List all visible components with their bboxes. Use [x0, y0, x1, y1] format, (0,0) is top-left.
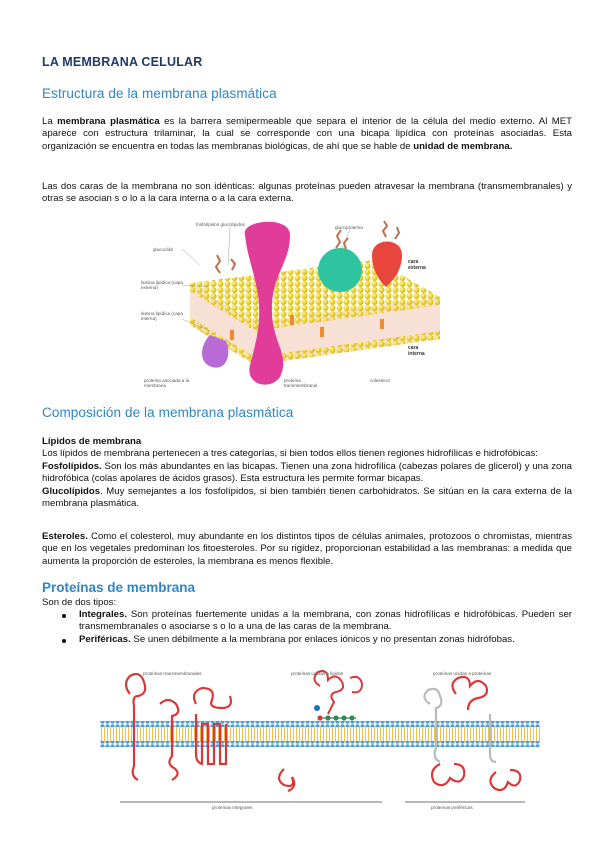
label-glucocaliz: glucocáliz	[153, 247, 174, 252]
label-proteina-transmembranal: proteína transmembranal	[284, 378, 318, 388]
list-item-perifericas: Periféricas. Se unen débilmente a la membrana por enlaces iónicos y no presentan zonas hidrófobas.	[79, 634, 515, 645]
lipid-anchored-protein	[314, 671, 362, 714]
proteinas-intro: Son de dos tipos:	[42, 597, 117, 608]
label-prot-unidas-proteinas: proteínas unidas a proteínas	[433, 671, 492, 676]
label-proteina-asociada: proteína asociada a la membrana	[144, 378, 190, 388]
esteroles-paragraph: Esteroles. Como el colesterol, muy abundante en los distintos tipos de células animales, protozoos o chromistas, mientras que en los vegetales predominan los fitoesteroles. Por su rigidez, proporcionan estabilidad a las membranas: a medida que aumenta la proporción de esteroles, la membrana es menos flexible.	[42, 531, 572, 567]
protein-types-diagram	[100, 664, 540, 814]
lipidos-block: Lípidos de membrana Los lípidos de membrana pertenecen a tres categorías, si bien todos ellos tienen regiones hidrofílicas e hidrofóbicas: Fosfolípidos. Son los más abundantes en las bicapas. Tienen una zona hidrofílica (cabezas polares de glicerol) y una zona hidrofóbica (colas apolares de ácidos grasos). Esta estructura les permite formar bicapas. Glucolípidos. Muy semejantes a los fosfolípidos, si bien también tienen carbohidratos. Se sitúan en la cara externa de la membrana plasmática.	[42, 436, 572, 510]
subheading-lipidos: Lípidos de membrana	[42, 436, 142, 447]
label-cara-interna-1: cara	[408, 345, 419, 351]
label-lamina-externa: lamina lipídica (capa externa)	[141, 280, 183, 290]
label-cara-interna-2: interna	[408, 351, 425, 357]
caption-proteinas-perifericas: proteínas periféricas	[431, 805, 473, 810]
list-item-integrales: Integrales. Son proteínas fuertemente unidas a la membrana, con zonas hidrofílicas e hidrofóbicas. Pueden ser transmembranales o asociarse s o lo a una de las caras de la membrana.	[79, 609, 572, 633]
glycoprotein	[318, 248, 362, 292]
page-title: LA MEMBRANA CELULAR	[42, 55, 203, 69]
label-cara-externa-1: cara	[408, 259, 419, 265]
label-lamina-interna: lamina lipídica (capa interna)	[141, 311, 183, 321]
label-prot-transmembranales: proteínas transmembranales	[143, 671, 202, 676]
bullet-dot	[62, 639, 66, 643]
label-fosfolipidos: fosfolípidos glucolípidos	[196, 222, 245, 227]
label-colesterol: colesterol	[370, 378, 390, 383]
section-heading-composicion: Composición de la membrana plasmática	[42, 405, 294, 420]
paragraph-caras: Las dos caras de la membrana no son idénticas: algunas proteínas pueden atravesar la membrana (transmembranales) y otras se asocian s o lo a la cara interna o a la cara externa.	[42, 181, 572, 205]
label-cara-externa-2: externa	[408, 265, 426, 271]
section-heading-estructura: Estructura de la membrana plasmática	[42, 86, 277, 101]
caption-proteinas-integrales: proteínas integrales	[212, 805, 253, 810]
bullet-dot	[62, 614, 66, 618]
label-glucoproteina: glucoproteína	[335, 225, 363, 230]
paragraph-intro: La membrana plasmática es la barrera semipermeable que separa el interior de la célula del medio externo. Al MET aparece con estructura trilaminar, la cual se corresponde con una bicapa lipídica con proteínas asociadas. Esta organización se encuentra en todas las membranas biológicas, de ahí que se hable de unidad de membrana.	[42, 116, 573, 152]
label-prot-unidas-lipidos: proteínas unidas a lípidos	[291, 671, 344, 676]
section-heading-proteinas: Proteínas de membrana	[42, 580, 196, 595]
lipid-anchor-chain	[314, 705, 356, 721]
membrane-diagram	[140, 215, 460, 391]
